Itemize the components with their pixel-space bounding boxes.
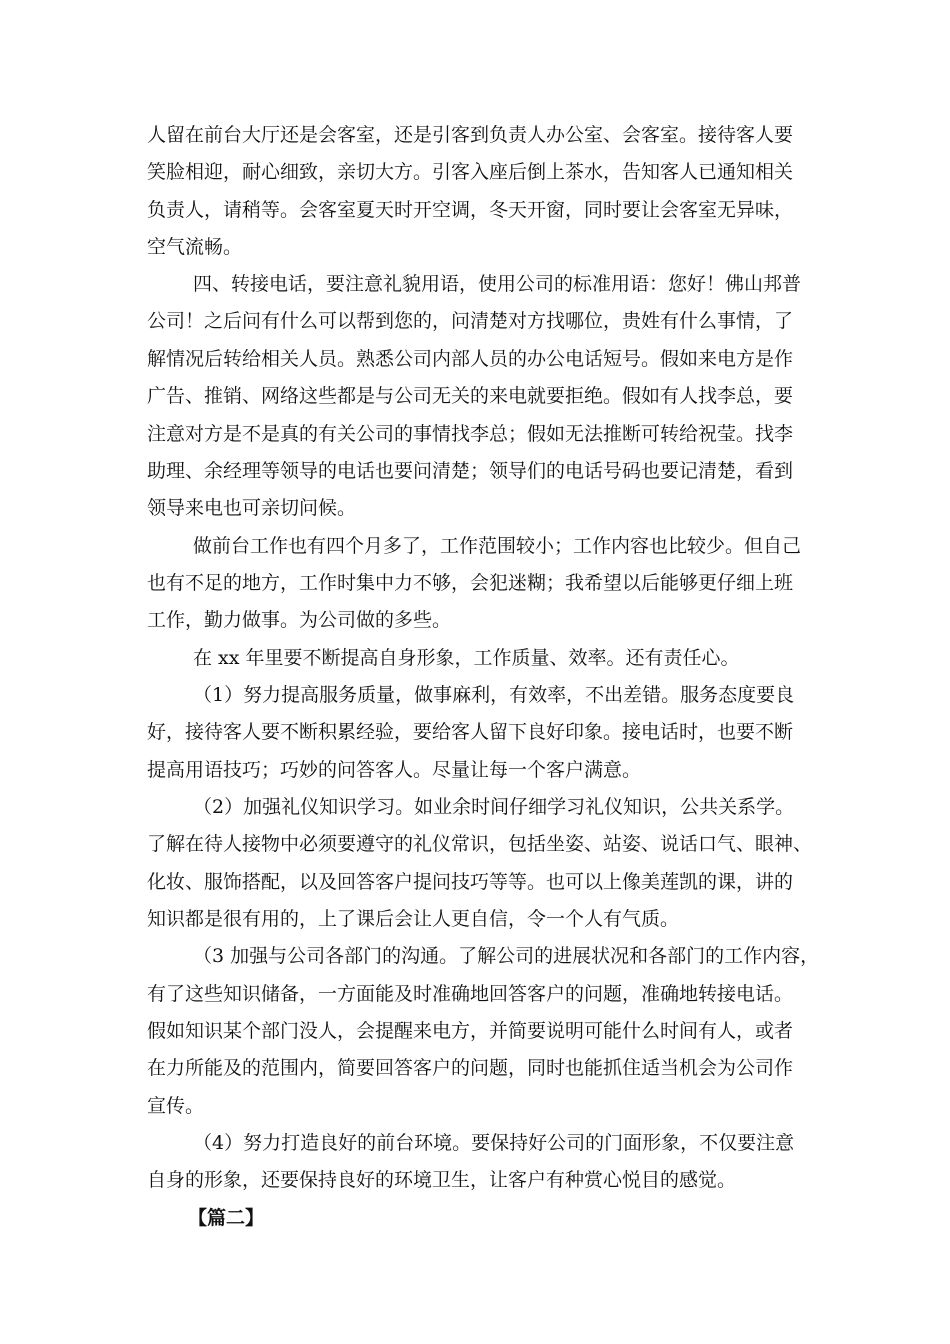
text-line: （1）努力提高服务质量，做事麻利，有效率，不出差错。服务态度要良 [193, 684, 795, 706]
text-line: 四、转接电话，要注意礼貌用语，使用公司的标准用语：您好！佛山邦普 [193, 273, 802, 295]
text-line: 有了这些知识储备，一方面能及时准确地回答客户的问题，准确地转接电话。 [147, 983, 794, 1005]
text-line: 公司！之后问有什么可以帮到您的，问清楚对方找哪位，贵姓有什么事情，了 [147, 310, 794, 332]
text-line: 在 xx 年里要不断提高自身形象，工作质量、效率。还有责任心。 [193, 647, 740, 669]
text-line: 化妆、服饰搭配，以及回答客户提问技巧等等。也可以上像美莲凯的课，讲的 [147, 871, 794, 893]
text-line: 也有不足的地方，工作时集中力不够，会犯迷糊；我希望以后能够更仔细上班 [147, 572, 794, 594]
text-line: 笑脸相迎，耐心细致，亲切大方。引客入座后倒上茶水，告知客人已通知相关 [147, 161, 794, 183]
text-line: 助理、余经理等领导的电话也要问清楚；领导们的电话号码也要记清楚，看到 [147, 460, 794, 482]
text-line: 提高用语技巧；巧妙的问答客人。尽量让每一个客户满意。 [147, 759, 642, 781]
text-line: （4）努力打造良好的前台环境。要保持好公司的门面形象，不仅要注意 [193, 1132, 795, 1154]
text-line: 宣传。 [147, 1095, 205, 1117]
text-line: 人留在前台大厅还是会客室，还是引客到负责人办公室、会客室。接待客人要 [147, 124, 794, 146]
text-line: 了解在待人接物中必须要遵守的礼仪常识，包括坐姿、站姿、说话口气、眼神、 [147, 833, 813, 855]
section-heading: 【篇二】 [188, 1207, 265, 1229]
text-line: 注意对方是不是真的有关公司的事情找李总；假如无法推断可转给祝莹。找李 [147, 423, 794, 445]
text-line: 自身的形象，还要保持良好的环境卫生，让客户有种赏心悦目的感觉。 [147, 1169, 737, 1191]
text-line: 广告、推销、网络这些都是与公司无关的来电就要拒绝。假如有人找李总，要 [147, 385, 794, 407]
text-line: 好，接待客人要不断积累经验，要给客人留下良好印象。接电话时，也要不断 [147, 721, 794, 743]
text-line: 领导来电也可亲切问候。 [147, 497, 357, 519]
text-line: 做前台工作也有四个月多了，工作范围较小；工作内容也比较少。但自己 [193, 535, 802, 557]
text-line: 空气流畅。 [147, 236, 243, 258]
text-line: 解情况后转给相关人员。熟悉公司内部人员的办公电话短号。假如来电方是作 [147, 348, 794, 370]
text-line: 工作，勤力做事。为公司做的多些。 [147, 609, 452, 631]
text-line: 在力所能及的范围内，简要回答客户的问题，同时也能抓住适当机会为公司作 [147, 1057, 794, 1079]
text-line: （2）加强礼仪知识学习。如业余时间仔细学习礼仪知识，公共关系学。 [193, 796, 795, 818]
text-line: 负责人，请稍等。会客室夏天时开空调，冬天开窗，同时要让会客室无异味， [147, 199, 794, 221]
text-line: 假如知识某个部门没人，会提醒来电方，并简要说明可能什么时间有人，或者 [147, 1020, 794, 1042]
text-line: （3 加强与公司各部门的沟通。了解公司的进展状况和各部门的工作内容， [193, 945, 820, 967]
text-line: 知识都是很有用的，上了课后会让人更自信，令一个人有气质。 [147, 908, 680, 930]
